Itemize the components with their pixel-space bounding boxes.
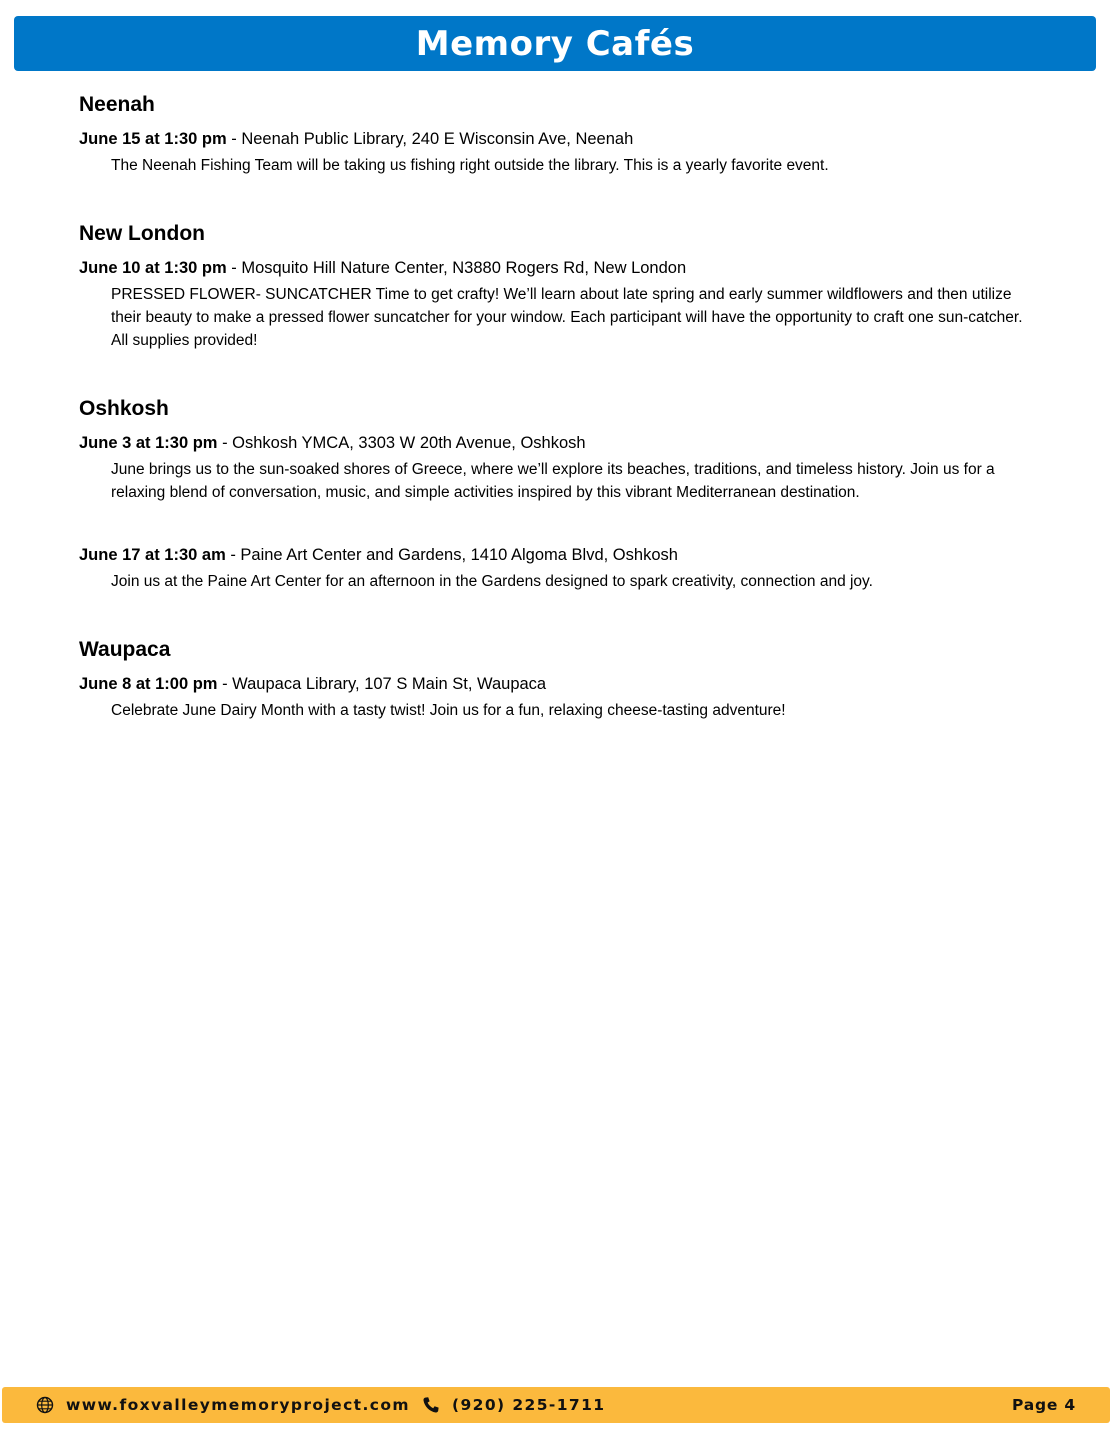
header-banner <box>14 16 1096 71</box>
event-date-time: June 3 at 1:30 pm <box>79 434 218 452</box>
event-item <box>79 432 1039 504</box>
event-description: June brings us to the sun-soaked shores of Greece, where we’ll explore its beaches, traditions, and timeless history. Join us for a relaxing blend of conversation, music, and simple activities inspired by this vibrant Mediterranean destination. <box>111 461 995 501</box>
event-description: The Neenah Fishing Team will be taking us fishing right outside the library. This is a yearly favorite event. <box>111 157 829 174</box>
event-item <box>79 544 1039 593</box>
phone-icon <box>422 1396 440 1414</box>
event-date-time: June 15 at 1:30 pm <box>79 130 227 148</box>
event-item <box>79 128 1039 177</box>
section-title: New London <box>79 222 205 245</box>
globe-icon <box>36 1396 54 1414</box>
event-item <box>79 673 1039 722</box>
event-heading <box>79 544 1039 566</box>
section-oshkosh <box>79 396 1039 593</box>
event-heading <box>79 257 1039 279</box>
event-date-time: June 10 at 1:30 pm <box>79 259 227 277</box>
event-heading <box>79 673 1039 695</box>
event-description: Join us at the Paine Art Center for an afternoon in the Gardens designed to spark creativity, connection and joy. <box>111 573 873 590</box>
main-content <box>79 92 1039 766</box>
website-link[interactable]: www.foxvalleymemoryproject.com <box>66 1396 410 1414</box>
section-waupaca <box>79 637 1039 722</box>
footer-bar <box>2 1387 1110 1423</box>
footer-website[interactable] <box>36 1387 410 1423</box>
event-heading <box>79 128 1039 150</box>
section-neenah <box>79 92 1039 177</box>
event-location: - Oshkosh YMCA, 3303 W 20th Avenue, Oshkosh <box>217 434 586 452</box>
event-description: PRESSED FLOWER- SUNCATCHER Time to get crafty! We’ll learn about late spring and early summer wildflowers and then utilize their beauty to make a pressed flower suncatcher for your window. Each participant will have the opportunity to craft one sun-catcher. All supplies provided! <box>111 286 1023 349</box>
footer-phone[interactable] <box>422 1387 605 1423</box>
event-location: - Mosquito Hill Nature Center, N3880 Rogers Rd, New London <box>226 259 687 277</box>
event-location: - Waupaca Library, 107 S Main St, Waupaca <box>217 675 547 693</box>
page-title: Memory Cafés <box>415 23 695 64</box>
event-location: - Paine Art Center and Gardens, 1410 Algoma Blvd, Oshkosh <box>225 546 678 564</box>
event-description: Celebrate June Dairy Month with a tasty twist! Join us for a fun, relaxing cheese-tasting adventure! <box>111 702 786 719</box>
event-date-time: June 8 at 1:00 pm <box>79 675 218 693</box>
event-date-time: June 17 at 1:30 am <box>79 546 226 564</box>
event-location: - Neenah Public Library, 240 E Wisconsin Ave, Neenah <box>226 130 634 148</box>
event-item <box>79 257 1039 352</box>
page-number: Page 4 <box>1012 1396 1076 1414</box>
section-new-london <box>79 221 1039 352</box>
section-title: Oshkosh <box>79 397 169 420</box>
event-heading <box>79 432 1039 454</box>
phone-number[interactable]: (920) 225-1711 <box>452 1396 606 1414</box>
section-title: Waupaca <box>79 638 171 661</box>
section-title: Neenah <box>79 93 155 116</box>
